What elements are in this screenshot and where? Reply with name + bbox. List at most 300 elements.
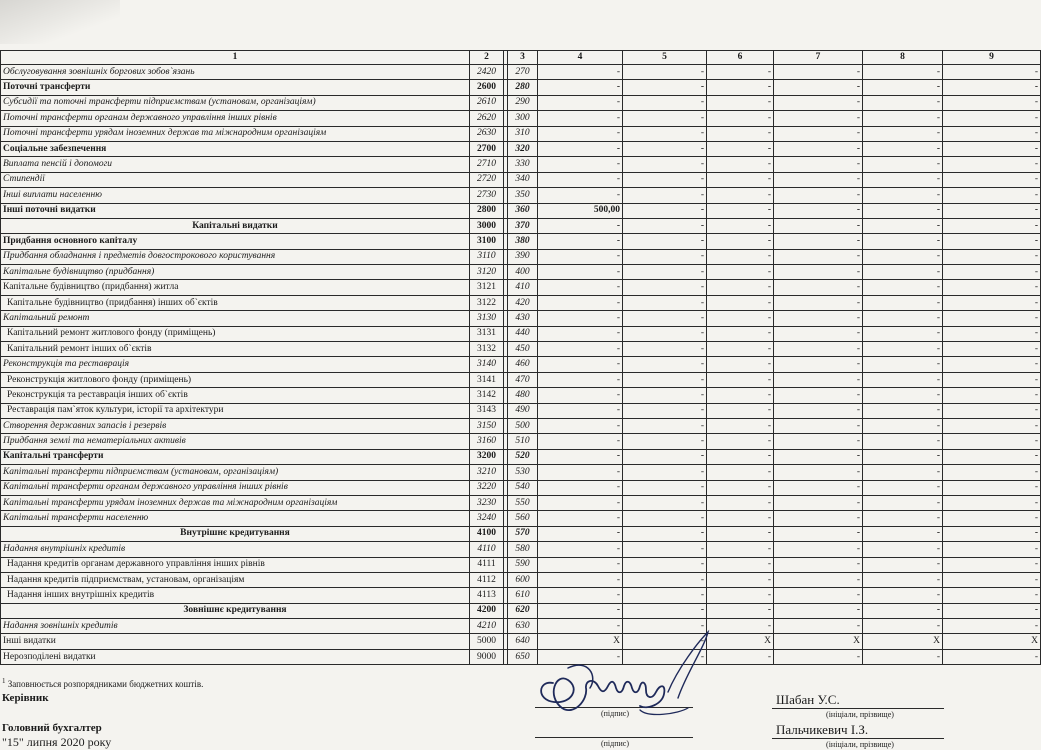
row-kekv-code: 3110 bbox=[470, 249, 504, 264]
handwritten-signature bbox=[528, 628, 718, 728]
row-value-col-4: - bbox=[538, 249, 623, 264]
table-row bbox=[1, 357, 1041, 372]
head-signature-caption: (підпис) bbox=[600, 709, 629, 718]
row-value-col-5: - bbox=[623, 311, 707, 326]
row-value-col-8: - bbox=[863, 234, 943, 249]
row-line-code: 490 bbox=[508, 403, 538, 418]
row-value-col-6: - bbox=[707, 326, 774, 341]
chief-accountant-name: Пальчикевич І.З. bbox=[776, 722, 869, 737]
row-value-col-8: - bbox=[863, 495, 943, 510]
row-kekv-code: 3210 bbox=[470, 465, 504, 480]
row-value-col-4: - bbox=[538, 372, 623, 387]
head-label: Керівник bbox=[2, 692, 49, 704]
row-kekv-code: 3240 bbox=[470, 511, 504, 526]
footnote-text: Заповнюється розпорядниками бюджетних коштів. bbox=[7, 679, 204, 689]
row-value-col-5: - bbox=[623, 249, 707, 264]
row-value-col-9: - bbox=[943, 372, 1041, 387]
row-name: Капітальні трансферти населенню bbox=[1, 511, 470, 526]
row-value-col-7: X bbox=[774, 634, 863, 649]
row-kekv-code: 3120 bbox=[470, 265, 504, 280]
row-kekv-code: 4112 bbox=[470, 572, 504, 587]
row-value-col-9: - bbox=[943, 542, 1041, 557]
row-value-col-6: X bbox=[707, 634, 774, 649]
row-value-col-6: - bbox=[707, 342, 774, 357]
row-value-col-4: - bbox=[538, 295, 623, 310]
row-value-col-6: - bbox=[707, 95, 774, 110]
row-value-col-9: - bbox=[943, 111, 1041, 126]
row-value-col-8: - bbox=[863, 280, 943, 295]
row-value-col-5: - bbox=[623, 188, 707, 203]
row-value-col-7: - bbox=[774, 480, 863, 495]
table-row bbox=[1, 65, 1041, 80]
table-row bbox=[1, 80, 1041, 95]
row-value-col-6: - bbox=[707, 280, 774, 295]
table-row bbox=[1, 649, 1041, 664]
row-value-col-6: - bbox=[707, 649, 774, 664]
row-name: Придбання землі та нематеріальних активів bbox=[1, 434, 470, 449]
row-value-col-6: - bbox=[707, 542, 774, 557]
row-value-col-4: - bbox=[538, 434, 623, 449]
row-value-col-5: - bbox=[623, 80, 707, 95]
row-value-col-7: - bbox=[774, 357, 863, 372]
row-kekv-code: 2720 bbox=[470, 172, 504, 187]
row-value-col-6: - bbox=[707, 357, 774, 372]
row-value-col-7: - bbox=[774, 188, 863, 203]
row-line-code: 600 bbox=[508, 572, 538, 587]
row-value-col-9: - bbox=[943, 203, 1041, 218]
row-value-col-8: X bbox=[863, 634, 943, 649]
row-value-col-8: - bbox=[863, 572, 943, 587]
row-value-col-4: - bbox=[538, 141, 623, 156]
row-value-col-7: - bbox=[774, 449, 863, 464]
row-value-col-4: - bbox=[538, 542, 623, 557]
table-row bbox=[1, 249, 1041, 264]
row-name: Придбання обладнання і предметів довгострокового користування bbox=[1, 249, 470, 264]
footnote-mark: 1 bbox=[2, 677, 6, 685]
row-kekv-code: 3150 bbox=[470, 418, 504, 433]
row-value-col-9: - bbox=[943, 388, 1041, 403]
row-value-col-6: - bbox=[707, 449, 774, 464]
row-name: Капітальне будівництво (придбання) інших об`єктів bbox=[1, 295, 470, 310]
row-line-code: 290 bbox=[508, 95, 538, 110]
row-name: Капітальні трансферти органам державного управління інших рівнів bbox=[1, 480, 470, 495]
row-value-col-5: - bbox=[623, 511, 707, 526]
row-value-col-4: - bbox=[538, 449, 623, 464]
row-line-code: 590 bbox=[508, 557, 538, 572]
row-value-col-4: - bbox=[538, 65, 623, 80]
row-value-col-9: - bbox=[943, 65, 1041, 80]
row-value-col-9: - bbox=[943, 434, 1041, 449]
row-value-col-9: - bbox=[943, 249, 1041, 264]
row-kekv-code: 2710 bbox=[470, 157, 504, 172]
row-name: Надання інших внутрішніх кредитів bbox=[1, 588, 470, 603]
row-value-col-5: - bbox=[623, 388, 707, 403]
row-kekv-code: 2620 bbox=[470, 111, 504, 126]
row-name: Реконструкція та реставрація інших об`єктів bbox=[1, 388, 470, 403]
row-line-code: 420 bbox=[508, 295, 538, 310]
row-line-code: 560 bbox=[508, 511, 538, 526]
row-name: Поточні трансферти bbox=[1, 80, 470, 95]
row-value-col-9: - bbox=[943, 465, 1041, 480]
chief-signature-line bbox=[535, 737, 693, 738]
row-name: Стипендії bbox=[1, 172, 470, 187]
row-line-code: 570 bbox=[508, 526, 538, 541]
row-value-col-5: - bbox=[623, 203, 707, 218]
row-value-col-8: - bbox=[863, 203, 943, 218]
row-name: Капітальні трансферти підприємствам (установам, організаціям) bbox=[1, 465, 470, 480]
row-kekv-code: 3000 bbox=[470, 218, 504, 233]
row-value-col-8: - bbox=[863, 141, 943, 156]
row-name: Інші видатки bbox=[1, 634, 470, 649]
row-value-col-4: - bbox=[538, 403, 623, 418]
row-value-col-5: - bbox=[623, 372, 707, 387]
row-value-col-8: - bbox=[863, 649, 943, 664]
table-row bbox=[1, 603, 1041, 618]
row-line-code: 300 bbox=[508, 111, 538, 126]
row-line-code: 310 bbox=[508, 126, 538, 141]
row-value-col-6: - bbox=[707, 465, 774, 480]
row-value-col-4: - bbox=[538, 418, 623, 433]
chief-initials-caption: (ініціали, прізвище) bbox=[826, 740, 894, 749]
row-value-col-5: - bbox=[623, 218, 707, 233]
row-name: Обслуговування зовнішніх боргових зобов`язань bbox=[1, 65, 470, 80]
row-value-col-9: - bbox=[943, 80, 1041, 95]
row-value-col-5: - bbox=[623, 542, 707, 557]
row-value-col-8: - bbox=[863, 388, 943, 403]
table-row bbox=[1, 126, 1041, 141]
row-value-col-5: - bbox=[623, 342, 707, 357]
row-value-col-5: - bbox=[623, 649, 707, 664]
row-line-code: 630 bbox=[508, 619, 538, 634]
table-row bbox=[1, 480, 1041, 495]
row-value-col-9: - bbox=[943, 141, 1041, 156]
row-value-col-6: - bbox=[707, 65, 774, 80]
row-value-col-9: - bbox=[943, 280, 1041, 295]
row-value-col-8: - bbox=[863, 218, 943, 233]
table-row bbox=[1, 572, 1041, 587]
row-value-col-9: X bbox=[943, 634, 1041, 649]
row-value-col-8: - bbox=[863, 157, 943, 172]
table-row bbox=[1, 418, 1041, 433]
row-line-code: 330 bbox=[508, 157, 538, 172]
row-line-code: 430 bbox=[508, 311, 538, 326]
row-value-col-8: - bbox=[863, 80, 943, 95]
row-value-col-4: - bbox=[538, 572, 623, 587]
row-value-col-5: - bbox=[623, 465, 707, 480]
row-value-col-7: - bbox=[774, 126, 863, 141]
row-name: Капітальні видатки bbox=[1, 218, 470, 233]
row-value-col-8: - bbox=[863, 557, 943, 572]
chief-name-line bbox=[772, 738, 944, 739]
row-value-col-4: - bbox=[538, 511, 623, 526]
row-value-col-7: - bbox=[774, 80, 863, 95]
row-value-col-8: - bbox=[863, 619, 943, 634]
row-value-col-4: 500,00 bbox=[538, 203, 623, 218]
row-value-col-6: - bbox=[707, 372, 774, 387]
row-name: Надання внутрішніх кредитів bbox=[1, 542, 470, 557]
row-name: Інші виплати населенню bbox=[1, 188, 470, 203]
col-7-header: 7 bbox=[774, 51, 863, 65]
row-line-code: 280 bbox=[508, 80, 538, 95]
table-body bbox=[1, 51, 1041, 665]
row-value-col-4: - bbox=[538, 326, 623, 341]
row-value-col-7: - bbox=[774, 372, 863, 387]
row-value-col-6: - bbox=[707, 111, 774, 126]
row-name: Субсидії та поточні трансферти підприємствам (установам, організаціям) bbox=[1, 95, 470, 110]
row-kekv-code: 2630 bbox=[470, 126, 504, 141]
row-value-col-5: - bbox=[623, 434, 707, 449]
row-value-col-6: - bbox=[707, 418, 774, 433]
row-value-col-9: - bbox=[943, 418, 1041, 433]
head-initials-caption: (ініціали, прізвище) bbox=[826, 710, 894, 719]
row-line-code: 410 bbox=[508, 280, 538, 295]
row-value-col-6: - bbox=[707, 480, 774, 495]
row-value-col-4: - bbox=[538, 172, 623, 187]
row-value-col-5: - bbox=[623, 95, 707, 110]
row-value-col-6: - bbox=[707, 188, 774, 203]
row-value-col-4: - bbox=[538, 157, 623, 172]
row-value-col-8: - bbox=[863, 249, 943, 264]
row-value-col-6: - bbox=[707, 172, 774, 187]
row-name: Надання кредитів органам державного управління інших рівнів bbox=[1, 557, 470, 572]
table-row bbox=[1, 95, 1041, 110]
row-value-col-7: - bbox=[774, 588, 863, 603]
row-line-code: 340 bbox=[508, 172, 538, 187]
row-value-col-6: - bbox=[707, 311, 774, 326]
row-value-col-7: - bbox=[774, 649, 863, 664]
row-line-code: 320 bbox=[508, 141, 538, 156]
row-kekv-code: 2800 bbox=[470, 203, 504, 218]
table-row bbox=[1, 449, 1041, 464]
row-value-col-4: - bbox=[538, 388, 623, 403]
row-line-code: 530 bbox=[508, 465, 538, 480]
table-row bbox=[1, 265, 1041, 280]
row-value-col-9: - bbox=[943, 342, 1041, 357]
table-row bbox=[1, 342, 1041, 357]
row-value-col-9: - bbox=[943, 95, 1041, 110]
row-value-col-5: - bbox=[623, 280, 707, 295]
row-value-col-9: - bbox=[943, 157, 1041, 172]
row-value-col-4: - bbox=[538, 80, 623, 95]
row-value-col-7: - bbox=[774, 557, 863, 572]
row-line-code: 470 bbox=[508, 372, 538, 387]
row-value-col-8: - bbox=[863, 449, 943, 464]
row-line-code: 550 bbox=[508, 495, 538, 510]
row-value-col-7: - bbox=[774, 619, 863, 634]
row-value-col-6: - bbox=[707, 141, 774, 156]
row-value-col-9: - bbox=[943, 172, 1041, 187]
row-value-col-8: - bbox=[863, 111, 943, 126]
row-kekv-code: 3142 bbox=[470, 388, 504, 403]
row-name: Поточні трансферти урядам іноземних держав та міжнародним організаціям bbox=[1, 126, 470, 141]
row-value-col-9: - bbox=[943, 557, 1041, 572]
row-kekv-code: 5000 bbox=[470, 634, 504, 649]
row-value-col-5: - bbox=[623, 449, 707, 464]
row-value-col-7: - bbox=[774, 388, 863, 403]
row-value-col-4: - bbox=[538, 557, 623, 572]
table-row bbox=[1, 295, 1041, 310]
row-line-code: 510 bbox=[508, 434, 538, 449]
row-value-col-9: - bbox=[943, 218, 1041, 233]
row-value-col-4: - bbox=[538, 495, 623, 510]
row-kekv-code: 2600 bbox=[470, 80, 504, 95]
row-value-col-7: - bbox=[774, 111, 863, 126]
row-value-col-7: - bbox=[774, 234, 863, 249]
row-name: Соціальне забезпечення bbox=[1, 141, 470, 156]
row-value-col-4: - bbox=[538, 95, 623, 110]
row-name: Капітальне будівництво (придбання) житла bbox=[1, 280, 470, 295]
table-row bbox=[1, 465, 1041, 480]
table-row bbox=[1, 588, 1041, 603]
col-5-header: 5 bbox=[623, 51, 707, 65]
row-value-col-5: - bbox=[623, 588, 707, 603]
row-name: Реконструкція житлового фонду (приміщень) bbox=[1, 372, 470, 387]
row-value-col-7: - bbox=[774, 511, 863, 526]
row-value-col-6: - bbox=[707, 388, 774, 403]
row-value-col-8: - bbox=[863, 465, 943, 480]
row-value-col-9: - bbox=[943, 126, 1041, 141]
row-value-col-8: - bbox=[863, 342, 943, 357]
row-value-col-8: - bbox=[863, 311, 943, 326]
row-value-col-4: - bbox=[538, 619, 623, 634]
row-value-col-8: - bbox=[863, 188, 943, 203]
row-line-code: 440 bbox=[508, 326, 538, 341]
row-value-col-7: - bbox=[774, 265, 863, 280]
row-value-col-8: - bbox=[863, 372, 943, 387]
row-kekv-code: 3143 bbox=[470, 403, 504, 418]
row-name: Інші поточні видатки bbox=[1, 203, 470, 218]
row-line-code: 650 bbox=[508, 649, 538, 664]
row-kekv-code: 3131 bbox=[470, 326, 504, 341]
row-name: Реставрація пам`яток культури, історії та архітектури bbox=[1, 403, 470, 418]
row-value-col-9: - bbox=[943, 619, 1041, 634]
row-line-code: 610 bbox=[508, 588, 538, 603]
row-value-col-4: - bbox=[538, 603, 623, 618]
row-value-col-5: - bbox=[623, 418, 707, 433]
row-value-col-6: - bbox=[707, 403, 774, 418]
row-value-col-5: - bbox=[623, 495, 707, 510]
row-value-col-9: - bbox=[943, 526, 1041, 541]
table-row bbox=[1, 511, 1041, 526]
row-line-code: 520 bbox=[508, 449, 538, 464]
row-value-col-6: - bbox=[707, 572, 774, 587]
row-value-col-7: - bbox=[774, 249, 863, 264]
row-value-col-7: - bbox=[774, 495, 863, 510]
table-row bbox=[1, 526, 1041, 541]
table-row bbox=[1, 311, 1041, 326]
column-number-row bbox=[1, 51, 1041, 65]
row-value-col-7: - bbox=[774, 326, 863, 341]
row-value-col-6: - bbox=[707, 80, 774, 95]
row-value-col-6: - bbox=[707, 511, 774, 526]
row-value-col-5: - bbox=[623, 65, 707, 80]
row-value-col-4: - bbox=[538, 280, 623, 295]
head-name-line bbox=[772, 708, 944, 709]
row-value-col-4: - bbox=[538, 480, 623, 495]
row-kekv-code: 3200 bbox=[470, 449, 504, 464]
row-value-col-7: - bbox=[774, 141, 863, 156]
table-row bbox=[1, 372, 1041, 387]
row-value-col-6: - bbox=[707, 588, 774, 603]
row-value-col-8: - bbox=[863, 65, 943, 80]
row-value-col-6: - bbox=[707, 126, 774, 141]
row-kekv-code: 2730 bbox=[470, 188, 504, 203]
row-value-col-6: - bbox=[707, 249, 774, 264]
row-value-col-8: - bbox=[863, 434, 943, 449]
row-line-code: 360 bbox=[508, 203, 538, 218]
row-value-col-4: - bbox=[538, 465, 623, 480]
row-line-code: 460 bbox=[508, 357, 538, 372]
row-value-col-5: - bbox=[623, 526, 707, 541]
row-value-col-9: - bbox=[943, 357, 1041, 372]
row-value-col-8: - bbox=[863, 588, 943, 603]
row-name: Капітальне будівництво (придбання) bbox=[1, 265, 470, 280]
table-row bbox=[1, 157, 1041, 172]
row-kekv-code: 2700 bbox=[470, 141, 504, 156]
document-date: "15" липня 2020 року bbox=[2, 735, 112, 749]
row-value-col-7: - bbox=[774, 403, 863, 418]
col-4-header: 4 bbox=[538, 51, 623, 65]
row-value-col-8: - bbox=[863, 95, 943, 110]
row-value-col-6: - bbox=[707, 495, 774, 510]
row-value-col-7: - bbox=[774, 418, 863, 433]
row-value-col-9: - bbox=[943, 234, 1041, 249]
table-row bbox=[1, 326, 1041, 341]
table-row bbox=[1, 111, 1041, 126]
row-value-col-4: - bbox=[538, 265, 623, 280]
row-kekv-code: 3122 bbox=[470, 295, 504, 310]
table-row bbox=[1, 619, 1041, 634]
table-row bbox=[1, 557, 1041, 572]
row-value-col-5: - bbox=[623, 634, 707, 649]
row-value-col-8: - bbox=[863, 542, 943, 557]
scan-corner-shadow bbox=[0, 0, 120, 44]
row-line-code: 540 bbox=[508, 480, 538, 495]
row-value-col-5: - bbox=[623, 357, 707, 372]
row-value-col-6: - bbox=[707, 157, 774, 172]
row-value-col-4: - bbox=[538, 588, 623, 603]
row-value-col-5: - bbox=[623, 572, 707, 587]
row-name: Капітальний ремонт bbox=[1, 311, 470, 326]
table-row bbox=[1, 634, 1041, 649]
row-value-col-7: - bbox=[774, 218, 863, 233]
row-value-col-6: - bbox=[707, 557, 774, 572]
row-value-col-7: - bbox=[774, 526, 863, 541]
table-row bbox=[1, 434, 1041, 449]
row-value-col-4: - bbox=[538, 111, 623, 126]
row-value-col-7: - bbox=[774, 157, 863, 172]
row-line-code: 390 bbox=[508, 249, 538, 264]
row-kekv-code: 3130 bbox=[470, 311, 504, 326]
row-kekv-code: 9000 bbox=[470, 649, 504, 664]
row-value-col-4: - bbox=[538, 126, 623, 141]
row-value-col-4: - bbox=[538, 357, 623, 372]
row-kekv-code: 2610 bbox=[470, 95, 504, 110]
row-value-col-8: - bbox=[863, 526, 943, 541]
row-value-col-8: - bbox=[863, 295, 943, 310]
table-row bbox=[1, 280, 1041, 295]
row-value-col-7: - bbox=[774, 342, 863, 357]
row-value-col-5: - bbox=[623, 265, 707, 280]
row-value-col-6: - bbox=[707, 603, 774, 618]
row-line-code: 350 bbox=[508, 188, 538, 203]
row-name: Реконструкція та реставрація bbox=[1, 357, 470, 372]
row-line-code: 620 bbox=[508, 603, 538, 618]
row-name: Нерозподілені видатки bbox=[1, 649, 470, 664]
row-value-col-6: - bbox=[707, 526, 774, 541]
row-value-col-6: - bbox=[707, 434, 774, 449]
row-value-col-8: - bbox=[863, 403, 943, 418]
